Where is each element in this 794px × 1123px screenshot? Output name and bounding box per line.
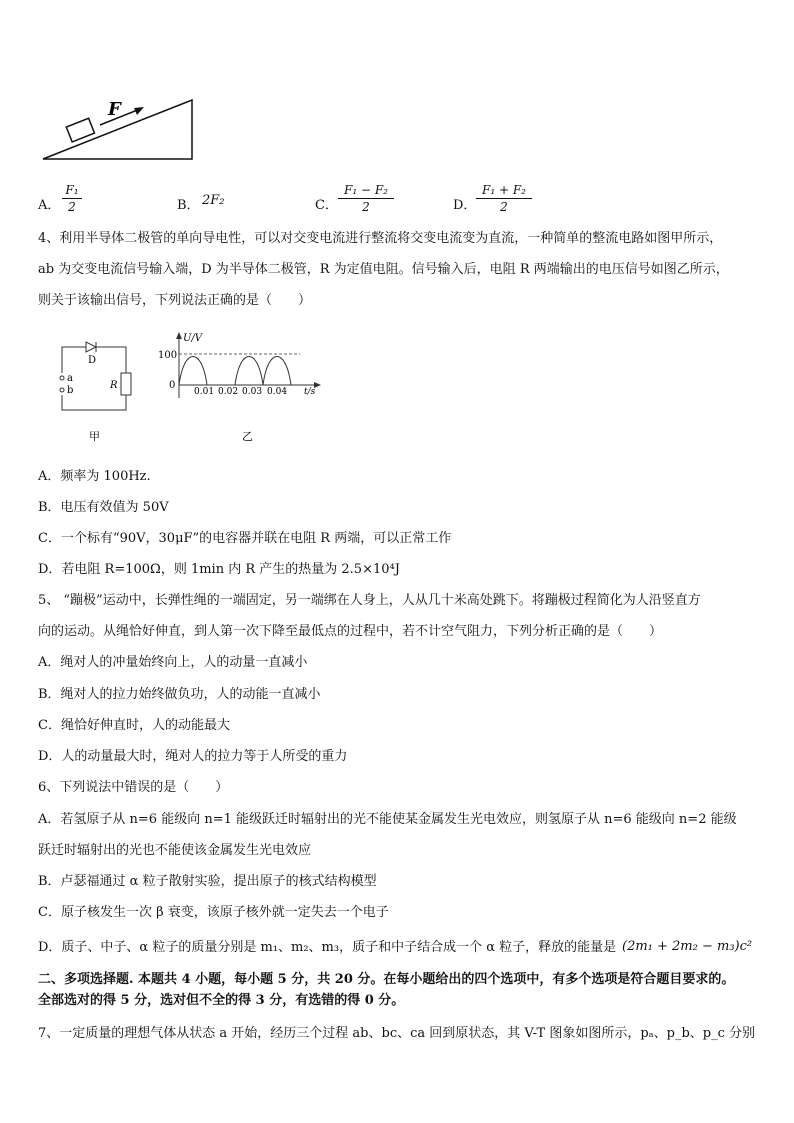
origin-label: 0 xyxy=(169,380,176,391)
force-label: F xyxy=(108,99,121,120)
q4-option-b[interactable]: B．电压有效值为 50V xyxy=(38,500,169,515)
diode-icon xyxy=(86,342,96,352)
half-wave-1 xyxy=(179,357,207,386)
q5-stem-line-1: 5、 “蹦极”运动中，长弹性绳的一端固定，另一端绑在人身上，人从几十米高处跳下。将蹦极过程简化为人沿竖直方 xyxy=(38,593,701,608)
q7-stem-line-1: 7、一定质量的理想气体从状态 a 开始，经历三个过程 ab、bc、ca 回到原状态，其 V-T 图象如图所示，pₐ、p_b、p_c 分别 xyxy=(38,1026,756,1041)
q3-option-b-letter[interactable]: B． xyxy=(177,198,200,213)
terminal-b-label: b xyxy=(67,385,74,396)
q3-option-d-letter[interactable]: D． xyxy=(453,198,477,213)
q4-stem-line-1: 4、利用半导体二极管的单向导电性，可以对交变电流进行整流将交变电流变为直流，一种简单的整流电路如图甲所示， xyxy=(38,231,723,246)
y-axis-label: U/V xyxy=(183,333,203,344)
half-wave-2 xyxy=(235,357,263,386)
x-tick-4: 0.04 xyxy=(267,387,288,397)
voltage-graph xyxy=(152,328,332,446)
circuit-diagram xyxy=(50,335,150,445)
q4-stem-line-2: ab 为交变电流信号输入端，D 为半导体二极管，R 为定值电阻。信号输入后，电阻 R 两端输出的电压信号如图乙所示， xyxy=(38,262,729,277)
circuit-caption: 甲 xyxy=(89,430,100,443)
q3-option-c-letter[interactable]: C． xyxy=(315,198,338,213)
q4-option-a[interactable]: A．频率为 100Hz. xyxy=(38,469,151,484)
q5-option-a[interactable]: A．绳对人的冲量始终向上，人的动量一直减小 xyxy=(38,655,308,670)
terminal-a-label: a xyxy=(67,373,73,384)
section2-heading-line-1: 二、多项选择题. 本题共 4 小题，每小题 5 分，共 20 分。在每小题给出的四个选项中，有多个选项是符合题目要求的。 xyxy=(38,972,735,987)
q3-option-b-expr: 2F₂ xyxy=(202,193,225,208)
force-arrow-head xyxy=(134,107,144,115)
x-axis-label: t/s xyxy=(304,387,316,397)
q6-option-d-formula: (2m₁ + 2m₂ − m₃)c² xyxy=(622,939,753,954)
q4-option-c[interactable]: C．一个标有“90V，30μF”的电容器并联在电阻 R 两端，可以正常工作 xyxy=(38,531,452,546)
resistor-icon xyxy=(121,373,131,395)
q5-option-c[interactable]: C．绳恰好伸直时，人的动能最大 xyxy=(38,718,230,733)
diode-label: D xyxy=(88,355,97,366)
q3-option-a-letter[interactable]: A． xyxy=(38,198,61,213)
q4-option-d[interactable]: D．若电阻 R=100Ω，则 1min 内 R 产生的热量为 2.5×10⁴J xyxy=(38,562,400,577)
q6-stem: 6、下列说法中错误的是（ ） xyxy=(38,780,229,795)
x-tick-3: 0.03 xyxy=(242,387,263,397)
incline-figure xyxy=(40,95,200,165)
half-wave-3 xyxy=(263,357,291,386)
q3-option-c-fraction: F₁ − F₂ 2 xyxy=(338,183,394,214)
q5-option-d[interactable]: D．人的动量最大时，绳对人的拉力等于人所受的重力 xyxy=(38,749,348,764)
resistor-label: R xyxy=(110,380,118,391)
q6-option-a-line-2: 跃迁时辐射出的光也不能使该金属发生光电效应 xyxy=(38,843,312,858)
q5-option-b[interactable]: B．绳对人的拉力始终做负功，人的动能一直减小 xyxy=(38,687,321,702)
q6-option-a-line-1[interactable]: A．若氢原子从 n=6 能级向 n=1 能级跃迁时辐射出的光不能使某金属发生光电效应，则氢原子从 n=6 能级向 n=2 能级 xyxy=(38,812,737,827)
y-tick-100: 100 xyxy=(158,350,178,361)
section2-heading-line-2: 全部选对的得 5 分，选对但不全的得 3 分，有选错的得 0 分。 xyxy=(38,993,405,1008)
q4-stem-line-3: 则关于该输出信号，下列说法正确的是（ ） xyxy=(38,293,312,308)
block xyxy=(66,118,94,142)
x-tick-1: 0.01 xyxy=(194,387,215,397)
q3-option-a-fraction: F₁ 2 xyxy=(62,183,82,214)
q5-stem-line-2: 向的运动。从绳恰好伸直，到人第一次下降至最低点的过程中，若不计空气阻力，下列分析正确的是（ ） xyxy=(38,624,663,639)
q6-option-c[interactable]: C．原子核发生一次 β 衰变，该原子核外就一定失去一个电子 xyxy=(38,905,389,920)
q6-option-b[interactable]: B．卢瑟福通过 α 粒子散射实验，提出原子的核式结构模型 xyxy=(38,874,377,889)
graph-caption: 乙 xyxy=(242,430,253,443)
q3-option-d-fraction: F₁ + F₂ 2 xyxy=(476,183,532,214)
x-tick-2: 0.02 xyxy=(218,387,239,397)
q6-option-d[interactable]: D．质子、中子、α 粒子的质量分别是 m₁、m₂、m₃，质子和中子结合成一个 α 粒子，释放的能量是 xyxy=(38,940,617,955)
